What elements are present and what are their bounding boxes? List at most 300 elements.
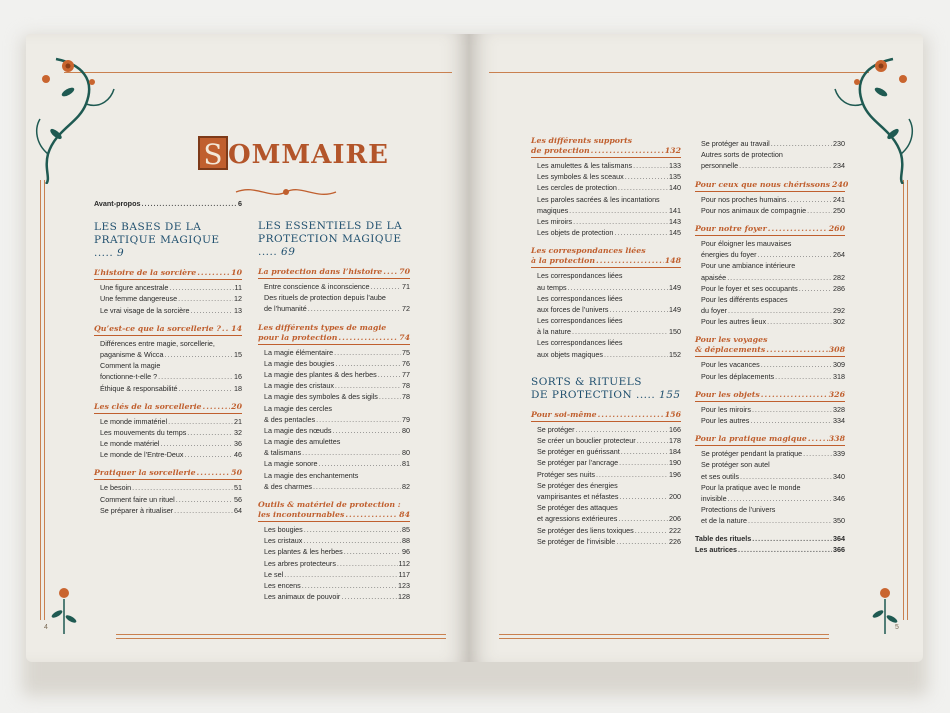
toc-entry: [531, 326, 681, 337]
chapter-page: 338: [828, 434, 845, 444]
leader-dots: .....: [94, 247, 118, 260]
toc-entry-page: 15: [234, 349, 242, 359]
chapter-heading-line: [94, 268, 242, 278]
leader-dots: [158, 371, 233, 382]
toc-entry: [94, 293, 242, 304]
toc-entry-title: et de la nature: [701, 516, 747, 526]
chapter-page: 84: [399, 510, 410, 519]
toc-entry: [94, 338, 242, 349]
toc-entry-title: & des pentacles: [264, 414, 316, 424]
chapter-heading: [94, 402, 242, 412]
leader-dots: [728, 493, 832, 504]
chapter-title: Qu’est-ce que la sorcellerie ?: [94, 323, 221, 333]
leader-dots: [185, 449, 233, 460]
leader-dots: [168, 416, 233, 427]
toc-entry-title: Protéger ses nuits: [537, 469, 595, 479]
frame-top-right: [489, 72, 869, 73]
page-title: [198, 136, 398, 170]
toc-entry: [695, 493, 845, 504]
toc-entry: [258, 535, 410, 546]
chapter-heading-line: [531, 146, 681, 156]
chapter-underline: [695, 356, 845, 357]
toc-entry-title: Pour les déplacements: [701, 371, 775, 381]
chapter-heading-line: [531, 410, 681, 420]
chapter-heading: [531, 410, 681, 420]
leader-dots: [161, 438, 233, 449]
leader-dots: [284, 569, 397, 580]
toc-entry-title: Se protéger des liens toxiques: [537, 525, 634, 535]
toc-entry-page: 36: [234, 439, 242, 449]
chapter-heading-line: [695, 179, 849, 190]
leader-dots: [761, 359, 832, 370]
toc-entry-title: Pour les différents espaces: [701, 294, 788, 304]
chapter-heading: [531, 136, 681, 156]
toc-entry: [258, 347, 410, 358]
leader-dots: [179, 383, 233, 394]
toc-entry-page: 81: [402, 459, 410, 469]
chapter-heading-line1: Les différents supports: [531, 136, 633, 145]
toc-entry: [695, 482, 845, 493]
toc-entry-title: au temps: [537, 282, 567, 292]
section-title-text: DE PROTECTION: [531, 388, 633, 401]
toc-entry: [531, 315, 681, 326]
toc-entry-page: 141: [669, 205, 681, 215]
toc-right-column-1: [531, 128, 681, 547]
section-title-text: PROTECTION MAGIQUE: [258, 233, 402, 245]
toc-entry: [531, 270, 681, 281]
chapter-heading-line: [94, 324, 242, 334]
frame-left-line: [40, 180, 41, 620]
toc-entry-page: 364: [833, 533, 845, 543]
chapter-title: Pour ceux que nous chérissons: [695, 179, 831, 189]
chapter-title: de protection: [531, 146, 590, 155]
leader-dots: [176, 494, 233, 505]
toc-entry-title: Les symboles & les sceaux: [537, 172, 624, 182]
chapter-underline: [94, 279, 242, 280]
toc-entry-title: Les autrices: [695, 544, 737, 554]
toc-entry-page: 340: [833, 471, 845, 481]
chapter-heading-line: [695, 434, 845, 444]
section-heading: [94, 221, 242, 260]
flower-sprig-icon: [44, 579, 84, 639]
chapter-title: Pour les objets: [695, 389, 760, 399]
toc-entry-page: 230: [833, 139, 845, 148]
toc-entry: [258, 303, 410, 314]
toc-entry-page: 250: [833, 205, 845, 215]
toc-entry-title: Pour les miroirs: [701, 404, 751, 414]
chapter-heading-line1: Les différents types de magie: [258, 322, 387, 332]
toc-entry-title: Les miroirs: [537, 216, 573, 226]
toc-entry: [94, 505, 242, 516]
toc-entry-page: 222: [669, 525, 681, 535]
toc-entry-title: paganisme & Wicca: [100, 349, 164, 359]
chapter-heading: [94, 324, 242, 334]
floral-corner-ornament: [26, 34, 116, 184]
toc-entry-title: Pour les autres: [701, 416, 750, 425]
toc-entry-title: Les correspondances liées: [537, 271, 623, 281]
toc-entry: [695, 471, 845, 482]
toc-entry-page: 32: [234, 427, 242, 437]
toc-entry: [94, 427, 242, 438]
leader-dots: [788, 194, 833, 205]
chapter-title: La protection dans l’histoire: [258, 267, 383, 276]
toc-entry: [695, 359, 845, 370]
toc-entry: [531, 182, 681, 193]
frame-left-line-2: [44, 180, 45, 620]
toc-entry-page: 128: [398, 592, 410, 602]
chapter-heading-line: [695, 345, 845, 355]
chapter-page: 14: [231, 323, 242, 333]
toc-entry-page: 80: [402, 425, 410, 435]
leader-dots: .....: [632, 388, 660, 401]
leader-dots: [728, 305, 832, 316]
chapter-title: & déplacements: [695, 345, 766, 355]
chapter-heading: [695, 434, 845, 444]
toc-entry-page: 77: [402, 369, 410, 379]
toc-entry: [531, 536, 681, 547]
toc-right-column-2: [695, 138, 849, 555]
leader-dots: [604, 349, 668, 360]
toc-entry-title: Se protéger: [537, 424, 575, 434]
toc-entry-page: 18: [234, 383, 242, 393]
section-title-line2: [94, 234, 242, 260]
toc-entry-page: 282: [833, 272, 845, 282]
chapter-heading-line1: Outils & matériel de protection :: [258, 500, 401, 509]
toc-entry: [531, 435, 681, 446]
section-heading: [531, 376, 681, 402]
chapter-title: pour la protection: [258, 332, 338, 342]
leader-dots: [165, 349, 233, 360]
chapter-underline: [94, 479, 242, 480]
toc-entry-page: 145: [669, 228, 681, 238]
toc-entry: [94, 371, 242, 382]
toc-entry-page: 46: [234, 450, 242, 460]
toc-entry-title: Les arbres protecteurs: [264, 558, 336, 568]
leader-dots: [569, 205, 668, 216]
frame-bottom-right: [499, 634, 829, 635]
frame-bottom: [116, 634, 446, 635]
toc-entry: [258, 369, 410, 380]
leader-dots: [197, 468, 231, 478]
chapter-heading: [94, 468, 242, 478]
leader-dots: [379, 391, 401, 402]
toc-entry-title: personnelle: [701, 161, 739, 171]
toc-entry-page: 71: [402, 282, 410, 291]
section-title-text: PRATIQUE MAGIQUE: [94, 234, 220, 247]
toc-entry-page: 264: [833, 250, 845, 260]
toc-entry: [531, 293, 681, 304]
leader-dots: [740, 471, 832, 482]
leader-dots: [313, 481, 401, 492]
chapter-heading-line: [695, 224, 845, 234]
toc-entry-title: La magie des symboles & des sigils: [264, 392, 378, 402]
toc-entry-title: Les mouvements du temps: [100, 427, 187, 437]
toc-entry-title: énergies du foyer: [701, 250, 757, 260]
toc-entry-title: Les plantes & les herbes: [264, 547, 343, 557]
chapter-page: 74: [399, 332, 410, 342]
right-page: [469, 34, 923, 662]
chapter-heading: [695, 335, 845, 355]
leader-dots: [335, 358, 401, 369]
toc-entry-title: Entre conscience & inconscience: [264, 282, 370, 291]
chapter-page: 308: [828, 345, 845, 355]
toc-entry-page: 328: [833, 404, 845, 414]
leader-dots: [637, 435, 668, 446]
toc-entry-title: Pour nos proches humains: [701, 194, 787, 204]
chapter-title: Pour notre foyer: [695, 223, 767, 233]
toc-entry: [258, 380, 410, 391]
leader-dots: [635, 525, 668, 536]
leader-dots: [308, 303, 401, 314]
leader-dots: [766, 345, 828, 355]
floral-corner-ornament-right: [833, 34, 923, 184]
toc-entry-page: 140: [669, 183, 681, 193]
toc-entry-page: 123: [398, 580, 410, 590]
leader-dots: [345, 510, 398, 520]
leader-dots: [370, 281, 401, 292]
chapter-title: à la protection: [531, 256, 595, 266]
toc-entry-page: 302: [833, 317, 845, 327]
chapter-page: 156: [664, 409, 681, 419]
chapter-heading-line: [258, 267, 410, 277]
toc-entry-title: Autres sorts de protection: [701, 150, 783, 160]
leader-dots: [178, 293, 233, 304]
toc-entry: [258, 292, 410, 303]
toc-entry: [531, 525, 681, 536]
toc-entry: [258, 470, 410, 481]
toc-entry-page: 56: [234, 494, 242, 504]
leader-dots: [614, 227, 668, 238]
leader-dots: [338, 333, 398, 343]
toc-entry-page: 292: [833, 306, 845, 316]
toc-entry-title: Le monde de l’Entre-Deux: [100, 450, 184, 460]
toc-entry: [94, 360, 242, 371]
toc-entry-page: 12: [234, 294, 242, 304]
toc-entry: [258, 558, 410, 569]
leader-dots: [169, 282, 233, 293]
toc-entry-title: La magie des cercles: [264, 403, 332, 413]
leader-dots: [141, 198, 237, 209]
toc-entry-page: 78: [402, 392, 410, 402]
toc-entry-title: Une femme dangereuse: [100, 294, 178, 304]
leader-dots: [596, 469, 668, 480]
toc-entry: [531, 216, 681, 227]
chapter-underline: [94, 413, 242, 414]
toc-entry: [695, 194, 845, 205]
flower-sprig-icon-right: [865, 579, 905, 639]
leader-dots: [767, 316, 832, 327]
leader-dots: [768, 224, 828, 234]
chapter-heading-line: [695, 390, 845, 400]
toc-entry-page: 166: [669, 424, 681, 434]
toc-entry-page: 82: [402, 481, 410, 491]
toc-entry: [695, 149, 845, 160]
toc-entry: [695, 504, 845, 515]
leader-dots: [573, 216, 668, 227]
toc-entry-title: La magie des cristaux: [264, 381, 334, 391]
toc-entry-title: & des charmes: [264, 481, 312, 491]
leader-dots: [197, 268, 230, 278]
toc-entry-title: Pour la pratique avec le monde: [701, 482, 801, 492]
toc-entry-title: Le besoin: [100, 483, 132, 493]
leader-dots: [752, 404, 832, 415]
chapter-heading: [258, 323, 410, 343]
chapter-heading: [531, 246, 681, 266]
toc-entry: [695, 515, 845, 526]
toc-entry: [94, 449, 242, 460]
toc-entry: [258, 436, 410, 447]
leader-dots: [568, 282, 668, 293]
leader-dots: [333, 425, 401, 436]
title-dropcap: S: [198, 136, 228, 170]
toc-entry-title: Les correspondances liées: [537, 316, 623, 326]
toc-entry: [695, 415, 845, 426]
toc-entry-title: Les correspondances liées: [537, 293, 623, 303]
leader-dots: [337, 558, 398, 569]
toc-entry-title: La magie élémentaire: [264, 347, 334, 357]
chapter-underline: [258, 521, 410, 522]
toc-entry-page: 133: [669, 161, 681, 170]
toc-entry: [531, 205, 681, 216]
toc-entry-page: 190: [669, 458, 681, 468]
toc-entry-title: Se protéger des énergies: [537, 480, 618, 490]
toc-entry: [695, 205, 845, 216]
toc-entry: [531, 304, 681, 315]
toc-entry-page: 11: [234, 283, 242, 293]
toc-entry: [94, 482, 242, 493]
toc-entry-title: La magie sonore: [264, 459, 318, 469]
toc-entry: [695, 160, 845, 171]
leader-dots: .....: [258, 246, 282, 258]
chapter-title: L’histoire de la sorcière: [94, 268, 197, 278]
chapter-heading: [258, 500, 410, 520]
toc-entry: [531, 469, 681, 480]
toc-entry: [695, 544, 845, 555]
leader-dots: [383, 267, 398, 277]
toc-entry-title: aux forces de l’univers: [537, 304, 609, 314]
leader-dots: [621, 446, 668, 457]
leader-dots: [341, 591, 397, 602]
toc-middle-column: [258, 190, 410, 602]
leader-dots: [620, 491, 669, 502]
chapter-title: Pratiquer la sorcellerie: [94, 468, 196, 478]
toc-entry: [258, 447, 410, 458]
toc-entry-page: 149: [669, 282, 681, 292]
chapter-page: 132: [664, 146, 681, 155]
leader-dots: [619, 457, 668, 468]
toc-entry-title: Le vrai visage de la sorcière: [100, 305, 190, 315]
leader-dots: [335, 380, 401, 391]
leader-dots: [591, 146, 664, 156]
toc-entry-title: Pour nos animaux de compagnie: [701, 205, 807, 215]
toc-entry-page: 16: [234, 372, 242, 382]
toc-entry-title: La magie des bougies: [264, 358, 335, 368]
toc-entry-title: Protections de l’univers: [701, 505, 776, 515]
chapter-underline: [695, 191, 845, 192]
toc-entry: [695, 459, 845, 470]
chapter-title: les incontournables: [258, 510, 345, 519]
toc-entry: [258, 524, 410, 535]
toc-entry-page: 72: [402, 304, 410, 314]
chapter-page: 50: [231, 468, 242, 478]
chapter-heading-line1: Pour les voyages: [695, 335, 768, 345]
toc-entry-title: fonctionne-t-elle ?: [100, 372, 158, 382]
toc-entry-page: 339: [833, 449, 845, 459]
toc-entry: [695, 305, 845, 316]
leader-dots: [739, 160, 832, 171]
toc-entry-title: Table des rituels: [695, 533, 752, 543]
toc-entry-page: 78: [402, 381, 410, 391]
toc-entry-title: La magie des enchantements: [264, 470, 359, 480]
toc-entry: [695, 238, 845, 249]
leader-dots: [610, 304, 668, 315]
leader-dots: [758, 249, 832, 260]
chapter-heading-line: [258, 333, 410, 343]
toc-entry: [258, 546, 410, 557]
chapter-title: Pour soi-même: [531, 409, 597, 419]
toc-entry: [258, 580, 410, 591]
chapter-underline: [531, 157, 681, 158]
toc-entry-title: Pour le foyer et ses occupants: [701, 283, 798, 293]
toc-entry-title: Comment faire un rituel: [100, 494, 175, 504]
leader-dots: [618, 513, 668, 524]
chapter-heading: [258, 267, 410, 277]
leader-dots: [775, 371, 832, 382]
frame-bottom-right-2: [499, 638, 829, 639]
chapter-heading: [695, 390, 845, 400]
chapter-heading: [695, 179, 849, 190]
leader-dots: [302, 447, 401, 458]
toc-entry-title: Les paroles sacrées & les incantations: [537, 194, 660, 204]
toc-entry: [531, 491, 681, 502]
chapter-heading-line: [258, 510, 410, 520]
chapter-underline: [258, 278, 410, 279]
toc-entry-page: 13: [234, 305, 242, 315]
toc-entry: [258, 358, 410, 369]
toc-entry-title: Les amulettes & les talismans: [537, 161, 633, 170]
toc-entry-page: 226: [669, 536, 681, 546]
toc-entry-title: vampirisantes et néfastes: [537, 491, 619, 501]
section-title-line1: LES ESSENTIELS DE LA: [258, 220, 403, 232]
leader-dots: [808, 434, 828, 444]
toc-entry-page: 64: [234, 505, 242, 515]
section-title-line2: [258, 233, 410, 259]
chapter-page: 148: [664, 256, 681, 266]
toc-entry-title: du foyer: [701, 306, 727, 316]
toc-entry-title: & talismans: [264, 448, 302, 458]
leader-dots: [203, 402, 231, 412]
toc-entry: [258, 391, 410, 402]
toc-entry-title: Se préparer à ritualiser: [100, 505, 174, 515]
toc-entry: [695, 533, 845, 544]
leader-dots: [378, 369, 401, 380]
toc-entry: [695, 249, 845, 260]
toc-entry-title: apaisée: [701, 272, 727, 282]
toc-entry: [531, 457, 681, 468]
toc-entry-page: 350: [833, 516, 845, 526]
toc-entry-page: 149: [669, 304, 681, 314]
toc-entry-page: 51: [234, 483, 242, 493]
toc-entry-page: 150: [669, 327, 681, 337]
toc-entry: [531, 171, 681, 182]
toc-entry-title: et agressions extérieures: [537, 514, 618, 524]
section-page: 69: [281, 246, 296, 258]
chapter-page: 70: [399, 267, 410, 276]
toc-entry: [695, 283, 845, 294]
toc-entry-title: Se créer un bouclier protecteur: [537, 436, 636, 445]
toc-entry-title: Les encens: [264, 580, 301, 590]
toc-entry-page: 346: [833, 493, 845, 503]
